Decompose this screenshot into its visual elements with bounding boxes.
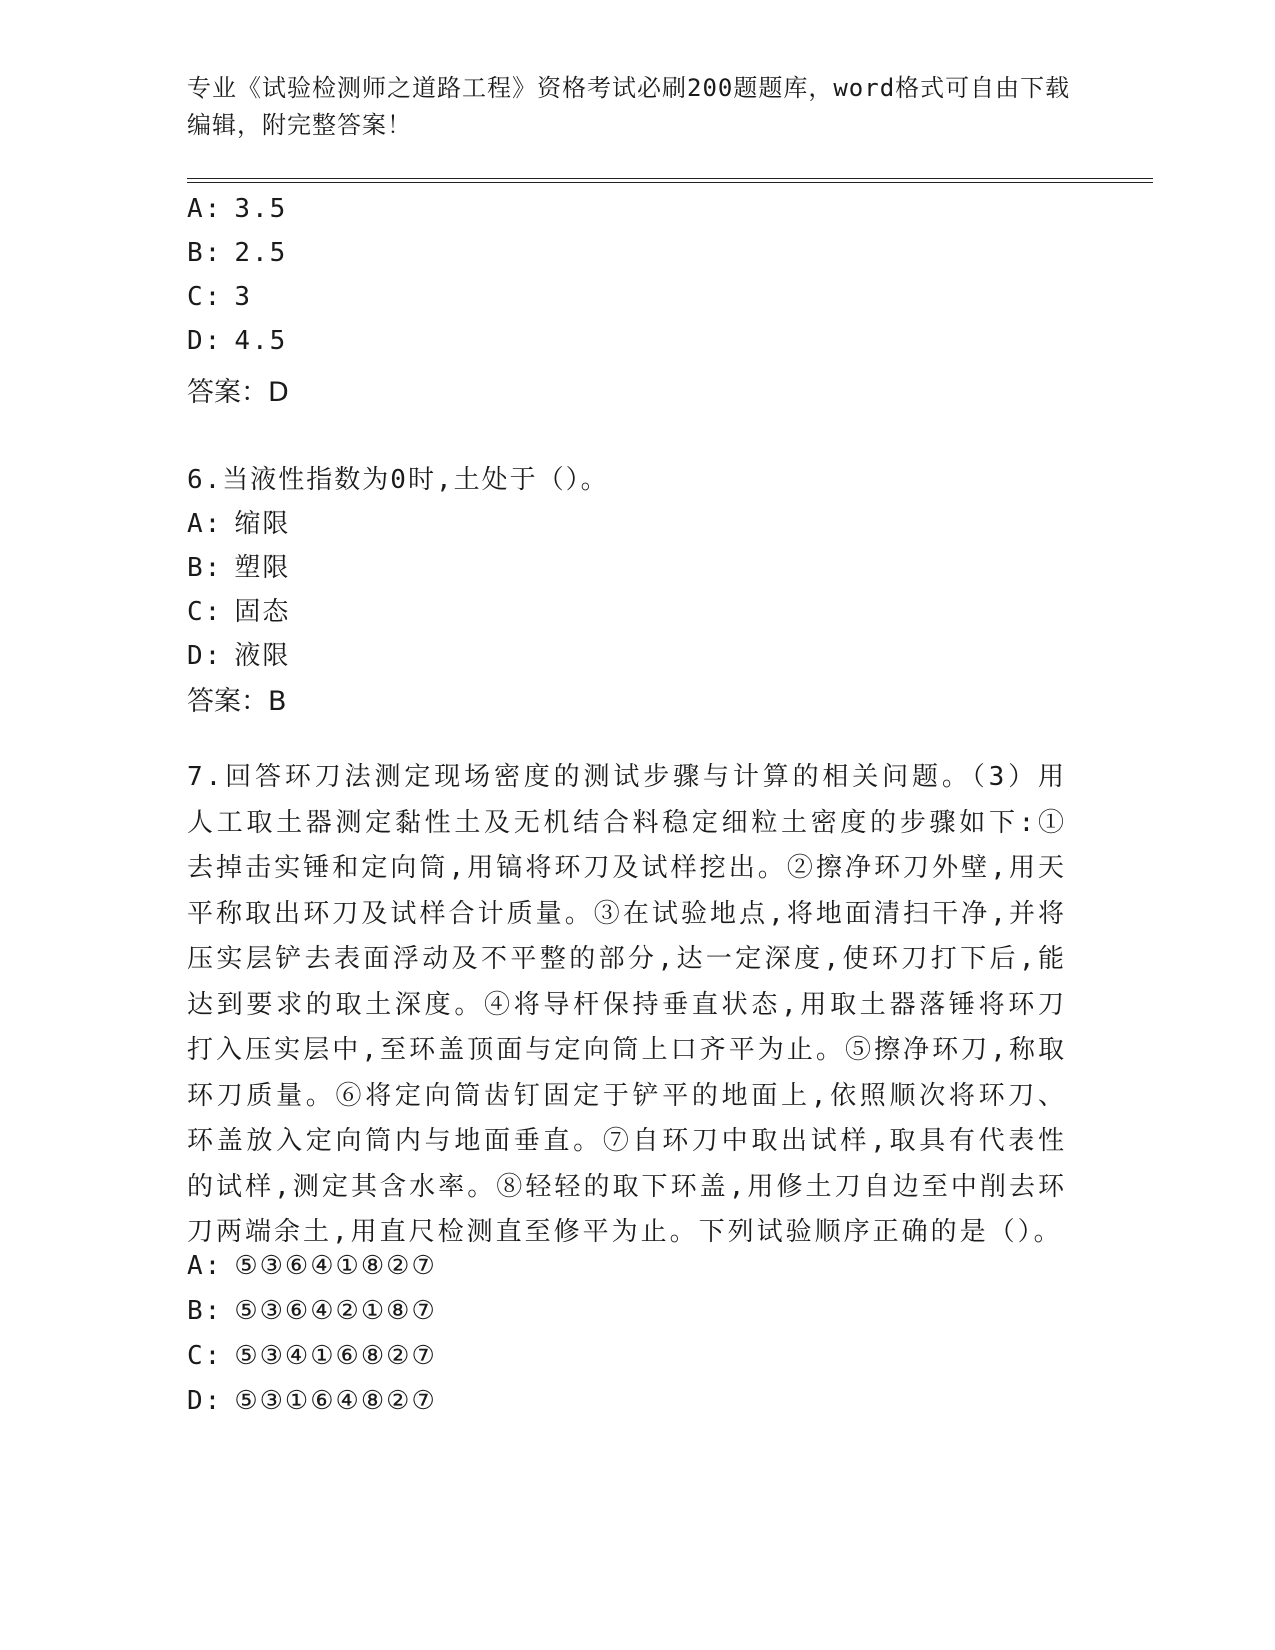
option-key: B: [187,238,223,268]
document-header [187,70,1087,144]
q6-option-d [187,635,290,672]
q7-stem: 7.回答环刀法测定现场密度的测试步骤与计算的相关问题。（3）用人工取土器测定黏性土及无机结合料稳定细粒土密度的步骤如下:①去掉击实锤和定向筒,用镐将环刀及试样挖出。②擦净环刀外壁,用天平称取出环刀及试样合计质量。③在试验地点,将地面清扫干净,并将压实层铲去表面浮动及不平整的部分,达一定深度,使环刀打下后,能达到要求的取土深度。④将导杆保持垂直状态,用取土器落锤将环刀打入压实层中,至环盖顶面与定向筒上口齐平为止。⑤擦净环刀,称取环刀质量。⑥将定向筒齿钉固定于铲平的地面上,依照顺次将环刀、环盖放入定向筒内与地面垂直。⑦自环刀中取出试样,取具有代表性的试样,测定其含水率。⑧轻轻的取下环盖,用修土刀自边至中削去环刀两端余土,用直尺检测直至修平为止。下列试验顺序正确的是（）。 [187,762,1067,1247]
option-key: B: [187,553,223,583]
option-key: A: [187,509,223,539]
option-key: C: [187,597,223,627]
option-key: C: [187,282,223,312]
header-line-1: 专业《试验检测师之道路工程》资格考试必刷200题题库，word格式可自由下载 [187,74,1071,102]
q7-option-b [187,1296,437,1326]
option-value: ⑤③⑥④①⑧②⑦ [234,1251,437,1281]
option-value: 固态 [234,597,291,627]
option-value: 3.5 [234,194,288,224]
q5-answer: 答案：D [187,377,289,408]
option-value: 塑限 [234,553,291,583]
q5-option-a [187,194,287,224]
q5-option-b [187,238,287,268]
q6-option-c [187,591,290,628]
q5-option-d [187,326,287,356]
q7-option-d [187,1386,437,1416]
option-value: ⑤③⑥④②①⑧⑦ [234,1296,437,1326]
q7-option-a [187,1251,437,1281]
option-value: 2.5 [234,238,288,268]
option-key: A: [187,1251,223,1281]
q7-option-c [187,1341,437,1371]
option-key: D: [187,1386,223,1416]
option-key: B: [187,1296,223,1326]
q5-option-c [187,282,252,312]
q6-stem: 6.当液性指数为0时,土处于（）。 [187,465,609,495]
option-key: D: [187,326,223,356]
option-key: A: [187,194,223,224]
header-divider-bottom [187,182,1153,183]
option-value: 3 [234,282,252,312]
q6-option-a [187,503,290,540]
option-key: C: [187,1341,223,1371]
option-value: ⑤③④①⑥⑧②⑦ [234,1341,437,1371]
option-value: 液限 [234,641,291,671]
option-key: D: [187,641,223,671]
option-value: 缩限 [234,509,291,539]
header-line-2: 编辑，附完整答案！ [187,111,412,139]
header-divider-top [187,178,1153,179]
option-value: ⑤③①⑥④⑧②⑦ [234,1386,437,1416]
q6-option-b [187,547,290,584]
option-value: 4.5 [234,326,288,356]
q6-answer: 答案：B [187,686,287,717]
